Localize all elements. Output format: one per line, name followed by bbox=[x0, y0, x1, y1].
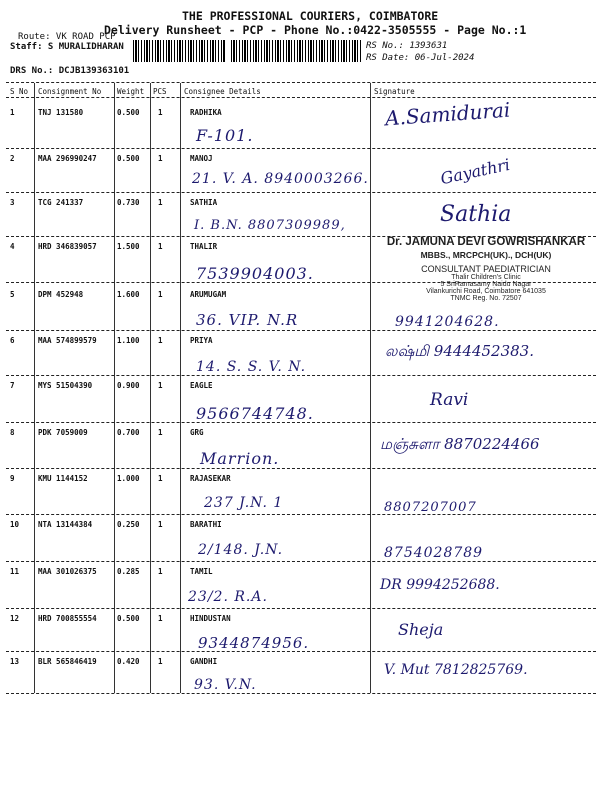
row-address: 2/148. J.N. bbox=[198, 542, 284, 558]
doctor-stamp bbox=[376, 236, 596, 302]
row-consignment: TCG 241337 bbox=[38, 198, 84, 207]
row-sno: 12 bbox=[10, 614, 20, 623]
row-divider bbox=[6, 375, 596, 376]
row-sno: 1 bbox=[10, 108, 15, 117]
row-consignee: RAJASEKAR bbox=[190, 474, 231, 483]
row-consignment: DPM 452948 bbox=[38, 290, 84, 299]
row-divider bbox=[6, 608, 596, 609]
row-sno: 7 bbox=[10, 381, 15, 390]
row-divider bbox=[6, 514, 596, 515]
row-pcs: 1 bbox=[158, 108, 163, 117]
runsheet-title: Delivery Runsheet - PCP - Phone No.:0422-3505555 - Page No.:1 bbox=[104, 23, 527, 37]
row-address: 23/2. R.A. bbox=[188, 589, 268, 605]
col-signature: Signature bbox=[374, 87, 415, 96]
row-signature: Ravi bbox=[430, 390, 469, 410]
row-weight: 1.500 bbox=[117, 242, 140, 251]
row-consignment: MAA 301026375 bbox=[38, 567, 97, 576]
row-consignee: HINDUSTAN bbox=[190, 614, 231, 623]
stamp-reg: TNMC Reg. No. 72507 bbox=[450, 295, 522, 302]
row-consignee: ARUMUGAM bbox=[190, 290, 227, 299]
col-weight: Weight bbox=[117, 87, 145, 96]
row-pcs: 1 bbox=[158, 474, 163, 483]
row-weight: 0.420 bbox=[117, 657, 140, 666]
row-consignment: BLR 565846419 bbox=[38, 657, 97, 666]
row-pcs: 1 bbox=[158, 381, 163, 390]
row-weight: 0.285 bbox=[117, 567, 140, 576]
row-consignment: TNJ 131580 bbox=[38, 108, 84, 117]
row-signature: Sheja bbox=[398, 620, 444, 639]
row-consignment: MAA 296990247 bbox=[38, 154, 97, 163]
row-address: 21. V. A. 8940003266. bbox=[192, 171, 369, 187]
stamp-degrees: MBBS., MRCPCH(UK)., DCH(UK) bbox=[420, 250, 552, 260]
row-divider bbox=[6, 148, 596, 149]
row-consignee: GRG bbox=[190, 428, 204, 437]
row-weight: 0.730 bbox=[117, 198, 140, 207]
row-consignee: THALIR bbox=[190, 242, 218, 251]
row-pcs: 1 bbox=[158, 657, 163, 666]
row-consignee: EAGLE bbox=[190, 381, 213, 390]
stamp-name: Dr. JAMUNA DEVI GOWRISHANKAR bbox=[386, 236, 586, 248]
col-consignment: Consignment No bbox=[38, 87, 102, 96]
row-address: 14. S. S. V. N. bbox=[196, 359, 307, 375]
row-consignee: TAMIL bbox=[190, 567, 213, 576]
row-pcs: 1 bbox=[158, 242, 163, 251]
row-divider bbox=[6, 651, 596, 652]
row-signature: A.Samidurai bbox=[384, 97, 512, 131]
row-weight: 0.900 bbox=[117, 381, 140, 390]
row-pcs: 1 bbox=[158, 336, 163, 345]
stamp-clinic: Thalir Children's Clinic bbox=[451, 274, 521, 281]
row-consignment: HRD 346839057 bbox=[38, 242, 97, 251]
row-pcs: 1 bbox=[158, 198, 163, 207]
row-signature: 8807207007 bbox=[384, 500, 477, 515]
row-consignee: PRIYA bbox=[190, 336, 213, 345]
row-sno: 3 bbox=[10, 198, 15, 207]
row-sno: 13 bbox=[10, 657, 20, 666]
col-consignee: Consignee Details bbox=[184, 87, 261, 96]
row-consignment: NTA 13144384 bbox=[38, 520, 93, 529]
row-address: F-101. bbox=[196, 126, 254, 145]
row-sno: 8 bbox=[10, 428, 15, 437]
row-sno: 2 bbox=[10, 154, 15, 163]
row-signature: மஞ்சுளா 8870224466 bbox=[380, 435, 540, 453]
header-top-rule bbox=[6, 82, 596, 83]
row-consignee: MANOJ bbox=[190, 154, 213, 163]
row-consignee: RADHIKA bbox=[190, 108, 222, 117]
row-divider bbox=[6, 422, 596, 423]
row-pcs: 1 bbox=[158, 154, 163, 163]
row-weight: 1.100 bbox=[117, 336, 140, 345]
col-pcs: PCS bbox=[153, 87, 167, 96]
col-separator bbox=[370, 83, 371, 693]
row-address: 9344874956. bbox=[198, 634, 310, 652]
row-signature: Gayathri bbox=[438, 154, 512, 189]
row-weight: 0.700 bbox=[117, 428, 140, 437]
row-signature: V. Mut 7812825769. bbox=[384, 662, 528, 678]
route-label: Route: VK ROAD PCP bbox=[18, 32, 116, 42]
staff-label: Staff: S MURALIDHARAN bbox=[10, 42, 124, 52]
col-separator bbox=[34, 83, 35, 693]
row-pcs: 1 bbox=[158, 428, 163, 437]
row-consignee: BARATHI bbox=[190, 520, 222, 529]
col-separator bbox=[114, 83, 115, 693]
col-separator bbox=[180, 83, 181, 693]
table-bottom-rule bbox=[6, 693, 596, 694]
rs-date: RS Date: 06-Jul-2024 bbox=[366, 53, 475, 63]
row-signature: 9941204628. bbox=[395, 314, 500, 330]
barcode-left bbox=[133, 40, 226, 62]
row-consignment: HRD 700855554 bbox=[38, 614, 97, 623]
row-pcs: 1 bbox=[158, 520, 163, 529]
row-signature: Sathia bbox=[440, 202, 512, 227]
row-divider bbox=[6, 330, 596, 331]
rs-number: RS No.: 1393631 bbox=[366, 41, 448, 51]
row-weight: 0.500 bbox=[117, 614, 140, 623]
row-address: Marrion. bbox=[200, 449, 280, 468]
row-weight: 0.250 bbox=[117, 520, 140, 529]
row-sno: 4 bbox=[10, 242, 15, 251]
stamp-address2: Vilankurichi Road, Coimbatore 641035 bbox=[426, 288, 546, 295]
row-weight: 0.500 bbox=[117, 108, 140, 117]
drs-number: DRS No.: DCJB139363101 bbox=[10, 66, 130, 76]
row-sno: 10 bbox=[10, 520, 20, 529]
stamp-address1: 5 SriRamasamy Naidu Nagar bbox=[440, 281, 532, 288]
row-consignment: MAA 574899579 bbox=[38, 336, 97, 345]
row-consignment: KMU 1144152 bbox=[38, 474, 88, 483]
row-pcs: 1 bbox=[158, 567, 163, 576]
row-consignee: GANDHI bbox=[190, 657, 218, 666]
row-address: 9566744748. bbox=[196, 404, 314, 423]
row-sno: 5 bbox=[10, 290, 15, 299]
row-address: 93. V.N. bbox=[194, 677, 257, 693]
row-address: 36. VIP. N.R bbox=[196, 311, 299, 329]
row-divider bbox=[6, 192, 596, 193]
stamp-title: CONSULTANT PAEDIATRICIAN bbox=[421, 264, 551, 274]
company-title: THE PROFESSIONAL COURIERS, COIMBATORE bbox=[182, 9, 439, 23]
row-pcs: 1 bbox=[158, 290, 163, 299]
row-sno: 11 bbox=[10, 567, 20, 576]
row-signature: DR 9994252688. bbox=[380, 577, 500, 593]
row-address: I. B.N. 8807309989, bbox=[194, 218, 346, 233]
row-weight: 1.600 bbox=[117, 290, 140, 299]
row-consignee: SATHIA bbox=[190, 198, 218, 207]
row-signature: லஷ்மி 9444452383. bbox=[385, 342, 534, 360]
col-sno: S No bbox=[10, 87, 29, 96]
row-sno: 9 bbox=[10, 474, 15, 483]
col-separator bbox=[150, 83, 151, 693]
row-weight: 1.000 bbox=[117, 474, 140, 483]
row-sno: 6 bbox=[10, 336, 15, 345]
barcode-right bbox=[231, 40, 361, 62]
row-pcs: 1 bbox=[158, 614, 163, 623]
row-consignment: PDK 7059009 bbox=[38, 428, 88, 437]
row-address: 7539904003. bbox=[196, 264, 314, 283]
row-divider bbox=[6, 561, 596, 562]
row-divider bbox=[6, 468, 596, 469]
row-weight: 0.500 bbox=[117, 154, 140, 163]
row-address: 237 J.N. 1 bbox=[204, 495, 284, 511]
row-signature: 8754028789 bbox=[384, 545, 484, 561]
row-consignment: MYS 51504390 bbox=[38, 381, 93, 390]
